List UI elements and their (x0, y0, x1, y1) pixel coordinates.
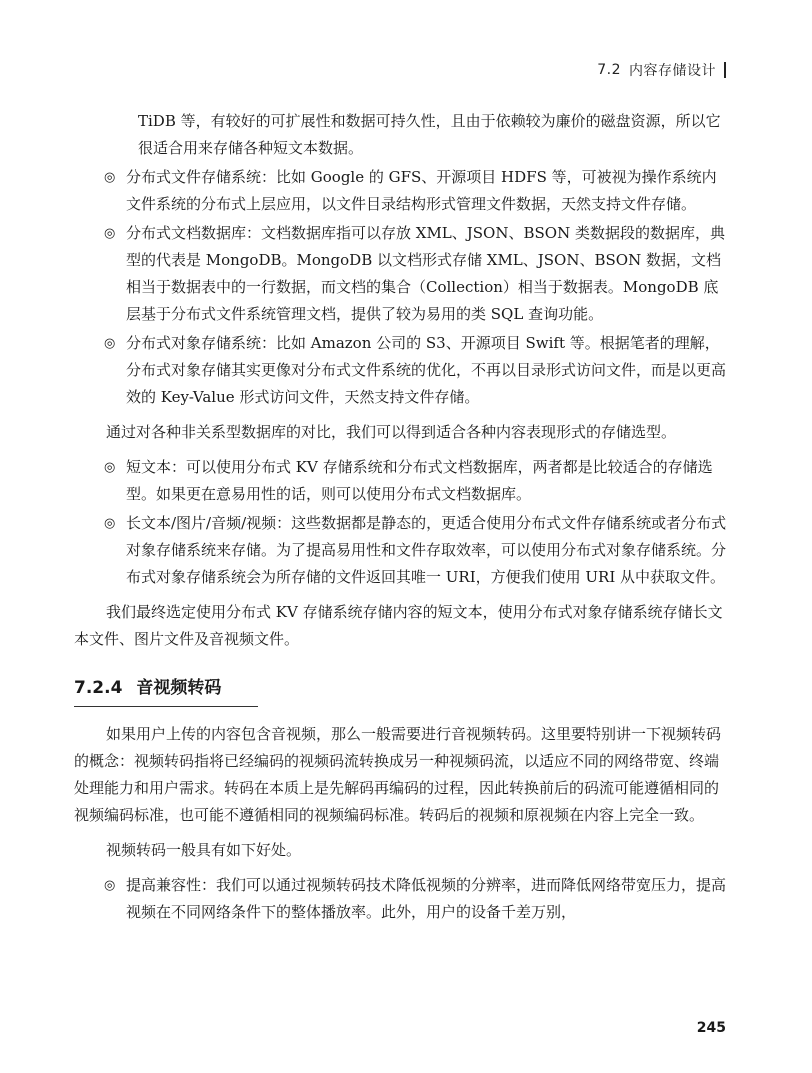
list-item-text: 分布式文件存储系统：比如 Google 的 GFS、开源项目 HDFS 等，可被视为操作系统内文件系统的分布式上层应用，以文件目录结构形式管理文件数据，天然支持文件存储。 (126, 168, 717, 213)
subsection-title: 音视频转码 (136, 678, 222, 698)
header-section-title: 内容存储设计 (629, 63, 716, 79)
bullet-icon: ◎ (104, 226, 116, 241)
bullet-icon: ◎ (104, 336, 116, 351)
comparison-paragraph: 通过对各种非关系型数据库的对比，我们可以得到适合各种内容表现形式的存储选型。 (106, 423, 677, 441)
final-paragraph: 我们最终选定使用分布式 KV 存储系统存储内容的短文本，使用分布式对象存储系统存储长文本文件、图片文件及音视频文件。 (74, 603, 723, 648)
page-body (74, 108, 730, 928)
transcode-paragraph: 如果用户上传的内容包含音视频，那么一般需要进行音视频转码。这里要特别讲一下视频转码的概念：视频转码指将已经编码的视频码流转换成另一种视频码流，以适应不同的网络带宽、终端处理能力和用户需求。转码在本质上是先解码再编码的过程，因此转换前后的码流可能遵循相同的视频编码标准，也可能不遵循相同的视频编码标准。转码后的视频和原视频在内容上完全一致。 (74, 725, 722, 824)
continuation-paragraph: TiDB 等，有较好的可扩展性和数据可持久性，且由于依赖较为廉价的磁盘资源，所以它很适合用来存储各种短文本数据。 (138, 112, 721, 157)
list-item-text: 提高兼容性：我们可以通过视频转码技术降低视频的分辨率，进而降低网络带宽压力，提高视频在不同网络条件下的整体播放率。此外，用户的设备千差万别， (126, 876, 727, 921)
running-header (597, 60, 726, 80)
list-item (104, 330, 730, 411)
bullet-icon: ◎ (104, 460, 116, 475)
list-item (104, 164, 730, 218)
subsection-heading (74, 675, 258, 707)
bullet-icon: ◎ (104, 878, 116, 893)
page-number: 245 (696, 1020, 726, 1036)
bullet-icon: ◎ (104, 516, 116, 531)
subsection-number: 7.2.4 (74, 678, 123, 698)
list-item (104, 510, 730, 591)
list-item-text: 分布式文档数据库：文档数据库指可以存放 XML、JSON、BSON 类数据段的数据库，典型的代表是 MongoDB。MongoDB 以文档形式存储 XML、JSON、BSON 数据，文档相当于数据表中的一行数据，而文档的集合（Collection）相当于数据表。MongoDB 底层基于分布式文件系统管理文档，提供了较为易用的类 SQL 查询功能。 (126, 224, 725, 323)
list-item (104, 872, 730, 926)
list-item-text: 短文本：可以使用分布式 KV 存储系统和分布式文档数据库，两者都是比较适合的存储选型。如果更在意易用性的话，则可以使用分布式文档数据库。 (126, 458, 713, 503)
list-item (104, 220, 730, 328)
list-item (104, 454, 730, 508)
header-divider (724, 62, 726, 78)
list-item-text: 长文本/图片/音频/视频：这些数据都是静态的，更适合使用分布式文件存储系统或者分布式对象存储系统来存储。为了提高易用性和文件存取效率，可以使用分布式对象存储系统。分布式对象存储系统会为所存储的文件返回其唯一 URI，方便我们使用 URI 从中获取文件。 (126, 514, 727, 586)
list-item-text: 分布式对象存储系统：比如 Amazon 公司的 S3、开源项目 Swift 等。根据笔者的理解，分布式对象存储其实更像对分布式文件系统的优化，不再以目录形式访问文件，而是以更高效的 Key-Value 形式访问文件，天然支持文件存储。 (126, 334, 727, 406)
header-section-number: 7.2 (597, 62, 621, 78)
benefit-intro: 视频转码一般具有如下好处。 (106, 841, 302, 859)
bullet-icon: ◎ (104, 170, 116, 185)
